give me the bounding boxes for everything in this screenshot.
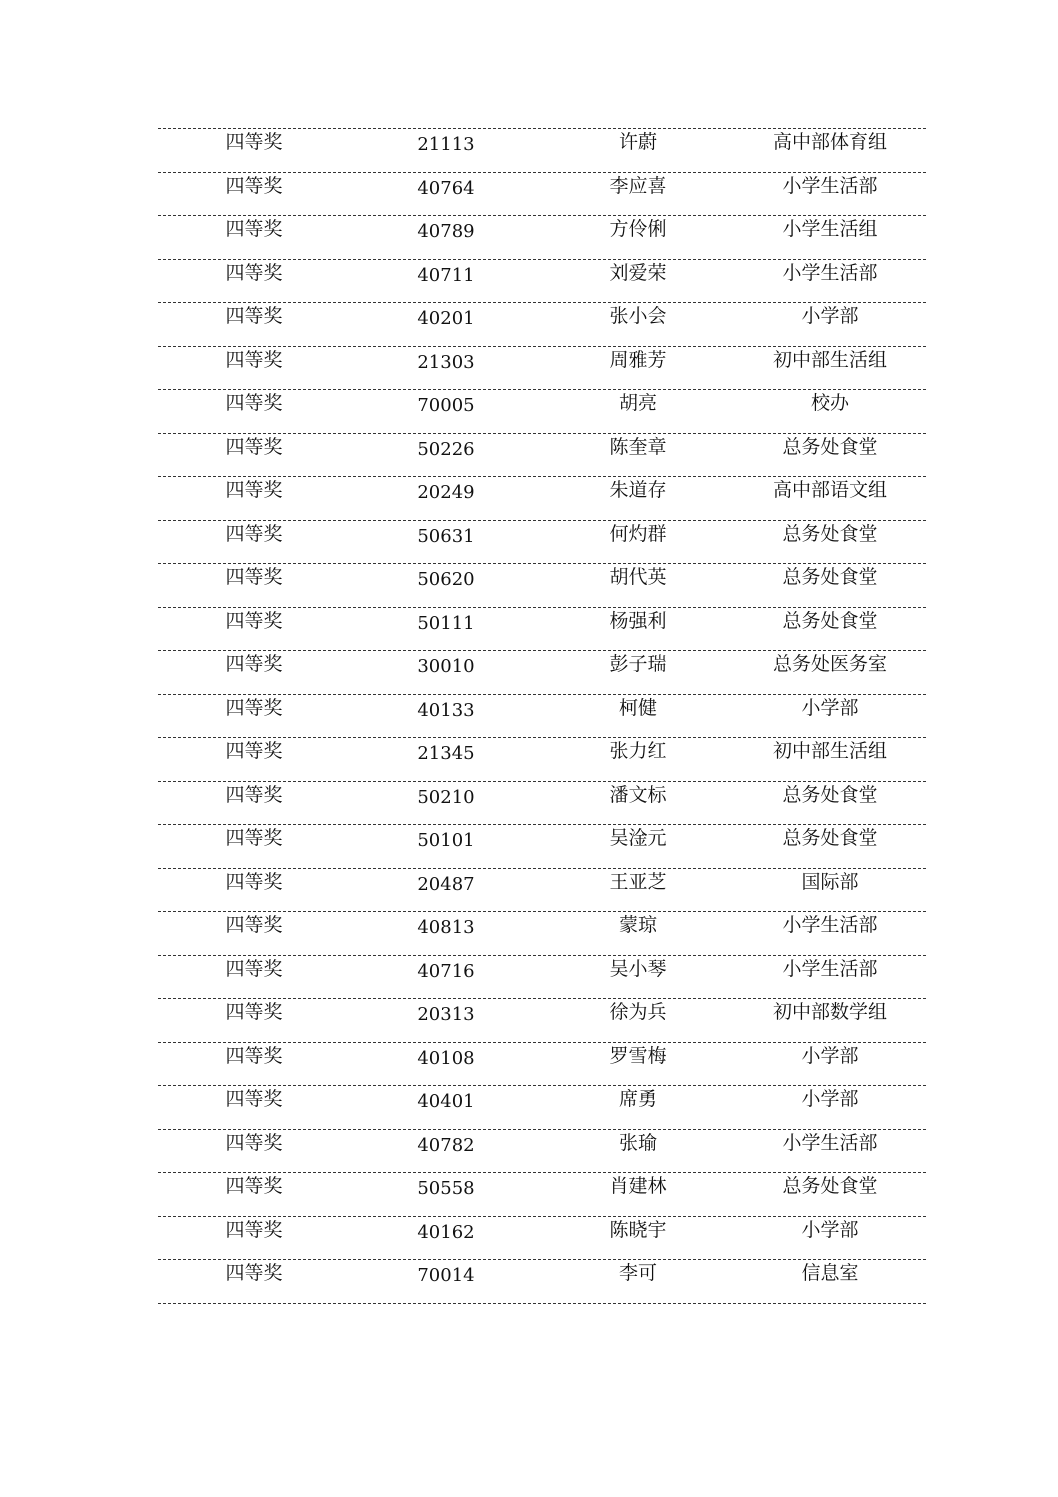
table-row — [158, 912, 926, 956]
award-level-cell: 四等奖 — [225, 653, 283, 675]
person-name-cell: 吴淦元 — [609, 827, 667, 849]
table-row — [158, 129, 926, 173]
table-row — [158, 782, 926, 826]
table-row — [158, 651, 926, 695]
employee-id-cell: 40133 — [417, 699, 475, 721]
department-cell: 总务处食堂 — [782, 1175, 878, 1197]
employee-id-cell: 40162 — [417, 1221, 475, 1243]
department-cell: 小学部 — [801, 1218, 859, 1241]
employee-id-cell: 50631 — [417, 525, 475, 547]
employee-id-cell: 21303 — [417, 351, 475, 373]
table-row — [158, 216, 926, 260]
department-cell: 校办 — [810, 392, 849, 414]
person-name-cell: 周雅芳 — [609, 348, 667, 371]
person-name-cell: 陈奎章 — [609, 435, 667, 458]
department-cell: 总务处食堂 — [782, 609, 878, 632]
employee-id-cell: 70014 — [417, 1265, 475, 1286]
award-level-cell: 四等奖 — [225, 218, 283, 240]
department-cell: 小学生活部 — [782, 1131, 878, 1154]
award-level-cell: 四等奖 — [225, 1218, 283, 1241]
award-level-cell: 四等奖 — [225, 870, 283, 893]
person-name-cell: 王亚芝 — [609, 870, 667, 893]
employee-id-cell: 40401 — [417, 1091, 475, 1112]
award-level-cell: 四等奖 — [225, 435, 283, 458]
table-row — [158, 869, 926, 913]
person-name-cell: 肖建林 — [609, 1175, 667, 1197]
table-row — [158, 434, 926, 478]
employee-id-cell: 40711 — [417, 264, 475, 286]
award-level-cell: 四等奖 — [225, 1001, 283, 1023]
person-name-cell: 李应喜 — [609, 174, 667, 197]
employee-id-cell: 70005 — [417, 395, 475, 416]
person-name-cell: 刘爱荣 — [609, 261, 667, 284]
award-level-cell: 四等奖 — [225, 261, 283, 284]
award-level-cell: 四等奖 — [225, 305, 283, 327]
table-row — [158, 1086, 926, 1130]
person-name-cell: 吴小琴 — [609, 957, 667, 980]
department-cell: 初中部生活组 — [772, 348, 887, 371]
department-cell: 小学部 — [801, 696, 859, 719]
department-cell: 国际部 — [801, 870, 859, 893]
award-table — [158, 128, 926, 1304]
table-row — [158, 260, 926, 304]
table-row — [158, 1043, 926, 1087]
person-name-cell: 朱道存 — [609, 479, 667, 501]
award-level-cell: 四等奖 — [225, 696, 283, 719]
table-row — [158, 303, 926, 347]
table-row — [158, 956, 926, 1000]
employee-id-cell: 30010 — [417, 656, 475, 677]
table-row — [158, 738, 926, 782]
employee-id-cell: 50101 — [417, 830, 475, 851]
award-level-cell: 四等奖 — [225, 1175, 283, 1197]
award-level-cell: 四等奖 — [225, 1262, 283, 1284]
person-name-cell: 胡亮 — [618, 392, 657, 414]
employee-id-cell: 20487 — [417, 873, 475, 895]
award-level-cell: 四等奖 — [225, 740, 283, 762]
employee-id-cell: 20249 — [417, 482, 475, 503]
person-name-cell: 张小会 — [609, 305, 667, 327]
table-row — [158, 521, 926, 565]
department-cell: 高中部语文组 — [772, 479, 887, 501]
award-level-cell: 四等奖 — [225, 1131, 283, 1154]
award-level-cell: 四等奖 — [225, 479, 283, 501]
table-row — [158, 477, 926, 521]
department-cell: 总务处食堂 — [782, 827, 878, 849]
department-cell: 小学生活组 — [782, 218, 878, 240]
employee-id-cell: 21113 — [417, 134, 475, 155]
person-name-cell: 张瑜 — [618, 1131, 657, 1154]
department-cell: 总务处食堂 — [782, 522, 878, 545]
employee-id-cell: 50558 — [417, 1178, 475, 1199]
table-row — [158, 390, 926, 434]
department-cell: 小学部 — [801, 305, 859, 327]
table-row — [158, 173, 926, 217]
employee-id-cell: 50210 — [417, 786, 475, 808]
employee-id-cell: 40782 — [417, 1134, 475, 1156]
department-cell: 高中部体育组 — [772, 131, 887, 153]
department-cell: 小学生活部 — [782, 957, 878, 980]
table-row — [158, 608, 926, 652]
person-name-cell: 罗雪梅 — [609, 1044, 667, 1067]
person-name-cell: 蒙琼 — [618, 914, 657, 936]
employee-id-cell: 50226 — [417, 438, 475, 460]
person-name-cell: 徐为兵 — [609, 1001, 667, 1023]
table-row — [158, 999, 926, 1043]
person-name-cell: 彭子瑞 — [609, 653, 667, 675]
person-name-cell: 张力红 — [609, 740, 667, 762]
person-name-cell: 方伶俐 — [609, 218, 667, 240]
department-cell: 初中部生活组 — [772, 740, 887, 762]
department-cell: 总务处食堂 — [782, 435, 878, 458]
table-row — [158, 695, 926, 739]
award-level-cell: 四等奖 — [225, 131, 283, 153]
table-row — [158, 564, 926, 608]
award-level-cell: 四等奖 — [225, 827, 283, 849]
award-level-cell: 四等奖 — [225, 609, 283, 632]
award-level-cell: 四等奖 — [225, 392, 283, 414]
award-level-cell: 四等奖 — [225, 174, 283, 197]
person-name-cell: 席勇 — [618, 1088, 657, 1110]
award-level-cell: 四等奖 — [225, 914, 283, 936]
award-level-cell: 四等奖 — [225, 522, 283, 545]
employee-id-cell: 20313 — [417, 1004, 475, 1025]
person-name-cell: 何灼群 — [609, 522, 667, 545]
department-cell: 信息室 — [801, 1262, 859, 1284]
award-level-cell: 四等奖 — [225, 348, 283, 371]
table-row — [158, 347, 926, 391]
person-name-cell: 许蔚 — [618, 131, 657, 153]
department-cell: 总务处食堂 — [782, 566, 878, 588]
award-level-cell: 四等奖 — [225, 957, 283, 980]
employee-id-cell: 40813 — [417, 917, 475, 938]
person-name-cell: 胡代英 — [609, 566, 667, 588]
person-name-cell: 杨强利 — [609, 609, 667, 632]
department-cell: 小学生活部 — [782, 174, 878, 197]
employee-id-cell: 40201 — [417, 308, 475, 329]
department-cell: 小学生活部 — [782, 914, 878, 936]
award-level-cell: 四等奖 — [225, 1088, 283, 1110]
table-row — [158, 1130, 926, 1174]
person-name-cell: 潘文标 — [609, 783, 667, 806]
employee-id-cell: 40108 — [417, 1047, 475, 1069]
department-cell: 初中部数学组 — [772, 1001, 887, 1023]
department-cell: 小学部 — [801, 1088, 859, 1110]
award-level-cell: 四等奖 — [225, 566, 283, 588]
table-row — [158, 1217, 926, 1261]
person-name-cell: 李可 — [618, 1262, 657, 1284]
person-name-cell: 陈晓宇 — [609, 1218, 667, 1241]
person-name-cell: 柯健 — [618, 696, 657, 719]
table-row — [158, 1173, 926, 1217]
department-cell: 小学生活部 — [782, 261, 878, 284]
table-row — [158, 825, 926, 869]
employee-id-cell: 50111 — [417, 612, 475, 634]
employee-id-cell: 21345 — [417, 743, 475, 764]
employee-id-cell: 40789 — [417, 221, 475, 242]
department-cell: 小学部 — [801, 1044, 859, 1067]
employee-id-cell: 50620 — [417, 569, 475, 590]
department-cell: 总务处医务室 — [772, 653, 887, 675]
award-level-cell: 四等奖 — [225, 1044, 283, 1067]
employee-id-cell: 40716 — [417, 960, 475, 982]
employee-id-cell: 40764 — [417, 177, 475, 199]
department-cell: 总务处食堂 — [782, 783, 878, 806]
award-level-cell: 四等奖 — [225, 783, 283, 806]
table-row — [158, 1260, 926, 1304]
